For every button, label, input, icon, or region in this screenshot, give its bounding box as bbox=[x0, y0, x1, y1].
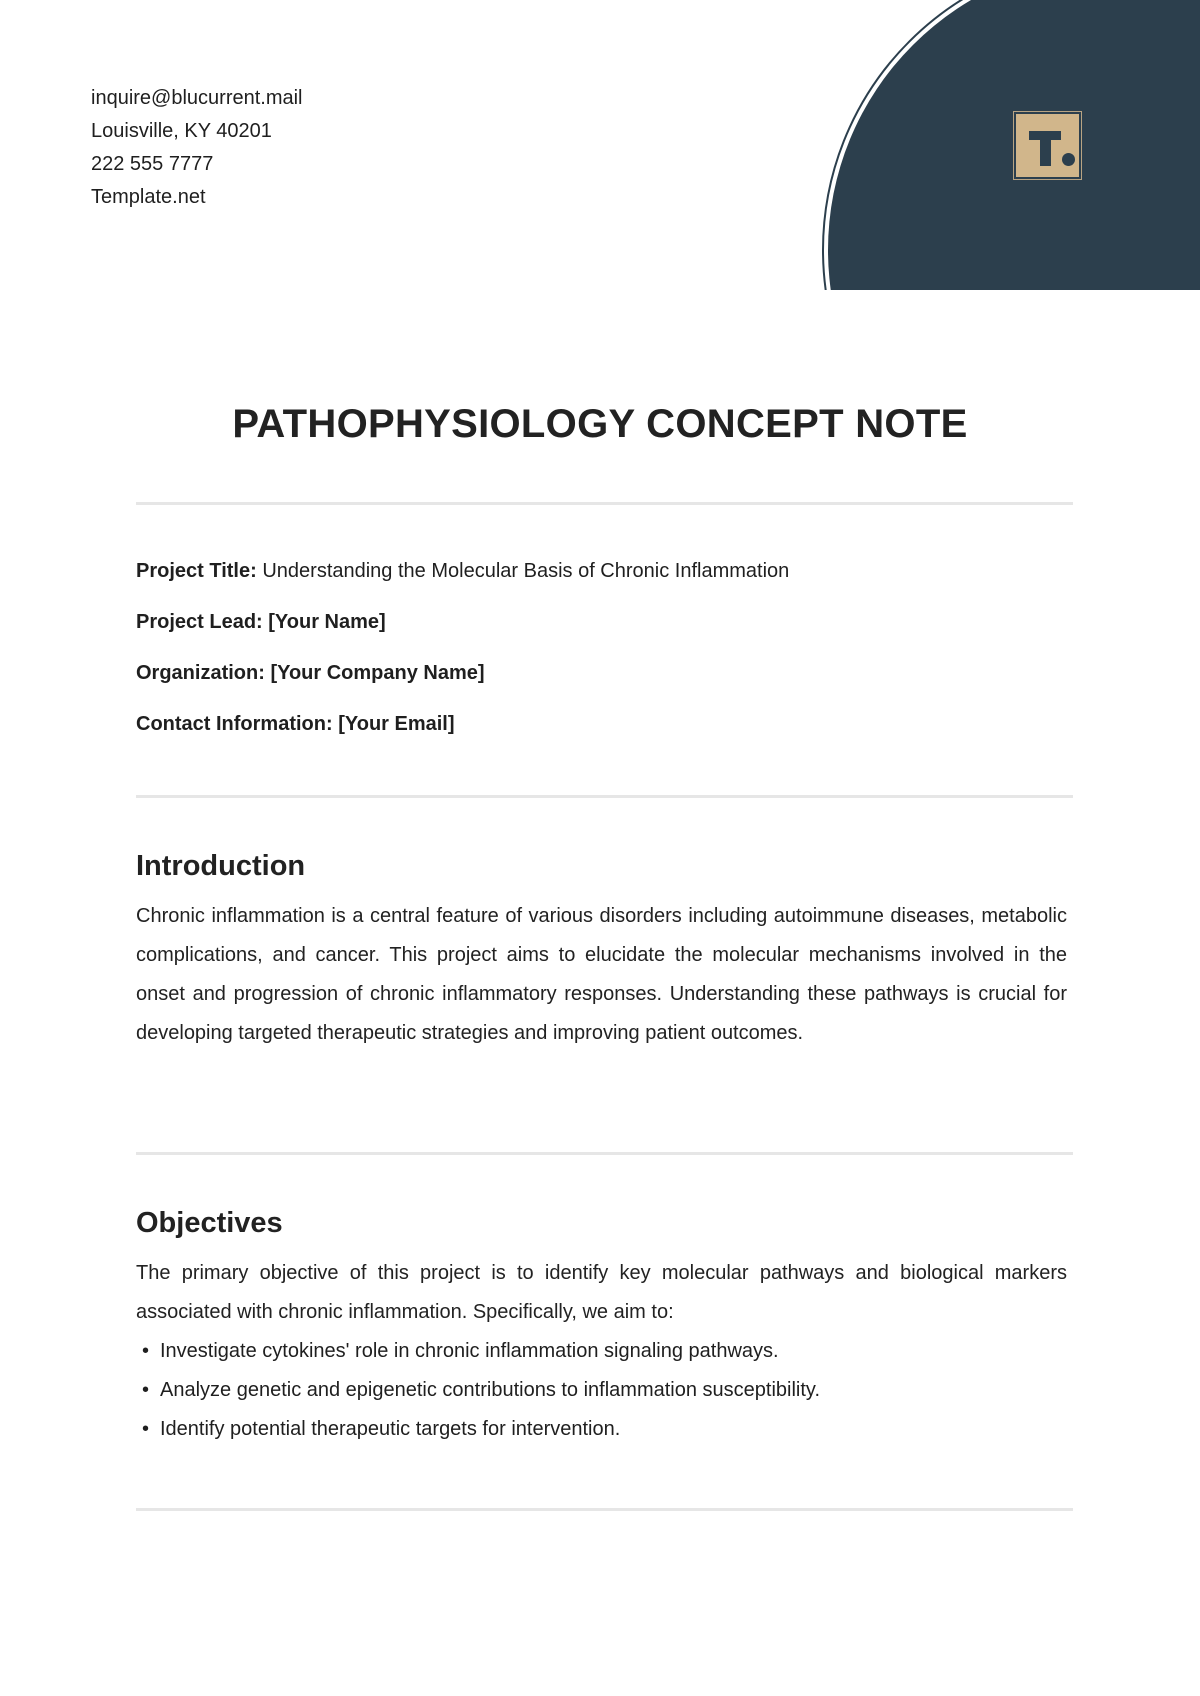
divider bbox=[136, 1152, 1073, 1155]
page-title: PATHOPHYSIOLOGY CONCEPT NOTE bbox=[232, 402, 968, 446]
introduction-body: Chronic inflammation is a central feature of various disorders including autoimmune diseases, metabolic complications, and cancer. This project aims to elucidate the molecular mechanisms involved in the onset and progression of chronic inflammatory responses. Understanding these pathways is crucial for developing targeted therapeutic strategies and improving patient outcomes. bbox=[136, 905, 1067, 1044]
divider bbox=[136, 795, 1073, 798]
contact-phone: 222 555 7777 bbox=[91, 153, 214, 175]
logo-icon bbox=[1013, 111, 1082, 180]
divider bbox=[136, 502, 1073, 505]
objectives-section bbox=[136, 1207, 1067, 1449]
contact-address: Louisville, KY 40201 bbox=[91, 120, 272, 142]
info-project-lead: Project Lead: [Your Name] bbox=[136, 611, 386, 633]
objectives-body: The primary objective of this project is to identify key molecular pathways and biological markers associated with chronic inflammation. Specifically, we aim to: bbox=[136, 1262, 1067, 1323]
header-decoration bbox=[0, 0, 1200, 290]
project-info bbox=[136, 558, 789, 762]
info-contact: Contact Information: [Your Email] bbox=[136, 713, 455, 735]
list-item: • Analyze genetic and epigenetic contributions to inflammation susceptibility. bbox=[136, 1371, 1067, 1410]
contact-email: inquire@blucurrent.mail bbox=[91, 87, 303, 109]
introduction-heading: Introduction bbox=[136, 850, 306, 882]
info-organization: Organization: [Your Company Name] bbox=[136, 662, 485, 684]
introduction-section bbox=[136, 850, 1067, 1053]
objectives-list bbox=[136, 1332, 1067, 1449]
list-item: • Identify potential therapeutic targets for intervention. bbox=[136, 1410, 1067, 1449]
info-project-title: Project Title: Understanding the Molecular Basis of Chronic Inflammation bbox=[136, 560, 790, 582]
list-item: • Investigate cytokines' role in chronic inflammation signaling pathways. bbox=[136, 1332, 1067, 1371]
contact-website: Template.net bbox=[91, 186, 206, 208]
divider bbox=[136, 1508, 1073, 1511]
objectives-heading: Objectives bbox=[136, 1207, 283, 1239]
